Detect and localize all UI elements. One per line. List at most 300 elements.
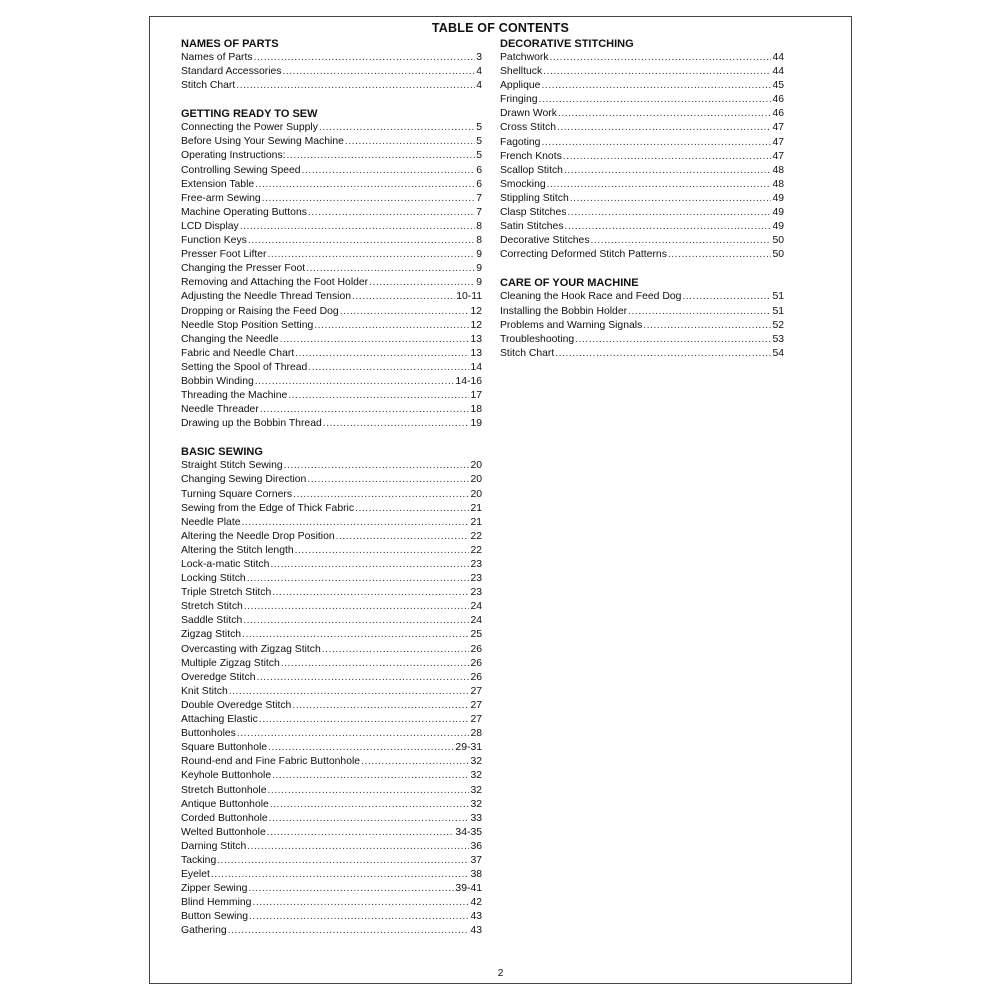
toc-entry-title: Button Sewing: [181, 911, 249, 923]
toc-entry: [181, 685, 482, 699]
dot-leader: [260, 403, 470, 417]
toc-entry: [181, 276, 482, 290]
toc-entry-title: Applique: [500, 80, 541, 92]
toc-entry-page: 7: [476, 206, 482, 218]
toc-entry-title: Correcting Deformed Stitch Patterns: [500, 249, 667, 261]
dot-leader: [267, 826, 455, 840]
toc-entry: [181, 262, 482, 276]
dot-leader: [255, 375, 455, 389]
toc-entry-title: Adjusting the Needle Thread Tension: [181, 291, 352, 303]
toc-entry-page: 20: [470, 460, 482, 472]
dot-leader: [283, 65, 476, 79]
toc-entry-title: Tacking: [181, 854, 217, 866]
toc-entry-title: Connecting the Power Supply: [181, 122, 318, 134]
dot-leader: [295, 347, 469, 361]
toc-entry-title: Sewing from the Edge of Thick Fabric: [181, 502, 355, 514]
toc-entry-page: 27: [470, 685, 482, 697]
toc-entry: [181, 713, 482, 727]
toc-entry-page: 47: [772, 136, 784, 148]
toc-entry-page: 37: [470, 854, 482, 866]
dot-leader: [355, 502, 469, 516]
toc-entry-title: Shelltuck: [500, 66, 543, 78]
dot-leader: [308, 206, 475, 220]
section-heading: DECORATIVE STITCHING: [500, 38, 634, 50]
dot-leader: [308, 361, 469, 375]
dot-leader: [591, 234, 772, 248]
toc-entry-title: Fringing: [500, 94, 538, 106]
toc-entry-page: 12: [470, 319, 482, 331]
dot-leader: [247, 572, 470, 586]
dot-leader: [254, 51, 476, 65]
toc-entry-page: 5: [476, 136, 482, 148]
toc-entry-title: Function Keys: [181, 235, 247, 247]
toc-entry-page: 9: [476, 263, 482, 275]
toc-entry-title: Needle Plate: [181, 516, 241, 528]
toc-entry-page: 4: [476, 80, 482, 92]
toc-entry: [181, 614, 482, 628]
toc-entry-page: 23: [470, 587, 482, 599]
toc-entry-page: 22: [470, 530, 482, 542]
toc-entry-page: 53: [772, 333, 784, 345]
dot-leader: [269, 812, 470, 826]
dot-leader: [243, 614, 469, 628]
dot-leader: [252, 896, 469, 910]
toc-entry-page: 29-31: [455, 742, 482, 754]
dot-leader: [280, 333, 470, 347]
toc-entry-page: 13: [470, 333, 482, 345]
toc-entry: [181, 347, 482, 361]
toc-entry-title: Presser Foot Lifter: [181, 249, 267, 261]
toc-entry-title: Eyelet: [181, 869, 210, 881]
dot-leader: [543, 65, 771, 79]
toc-entry: [181, 516, 482, 530]
toc-entry: [181, 135, 482, 149]
toc-entry: [181, 600, 482, 614]
toc-entry-page: 5: [476, 150, 482, 162]
toc-entry-page: 6: [476, 164, 482, 176]
toc-entry-title: Extension Table: [181, 178, 255, 190]
dot-leader: [302, 164, 476, 178]
toc-entry: [500, 206, 784, 220]
toc-entry: [181, 924, 482, 938]
toc-entry-title: Corded Buttonhole: [181, 812, 268, 824]
dot-leader: [558, 107, 771, 121]
toc-entry-title: Altering the Stitch length: [181, 544, 294, 556]
dot-leader: [270, 558, 469, 572]
dot-leader: [217, 854, 469, 868]
dot-leader: [281, 657, 470, 671]
toc-entry-page: 13: [470, 347, 482, 359]
toc-entry-title: Straight Stitch Sewing: [181, 460, 283, 472]
toc-entry-title: Saddle Stitch: [181, 615, 243, 627]
dot-leader: [247, 840, 469, 854]
toc-entry-title: Zipper Sewing: [181, 883, 248, 895]
dot-leader: [539, 93, 772, 107]
dot-leader: [570, 192, 772, 206]
dot-leader: [284, 459, 470, 473]
toc-entry: [181, 389, 482, 403]
toc-entry-page: 43: [470, 911, 482, 923]
toc-entry-title: Buttonholes: [181, 728, 236, 740]
toc-entry-page: 48: [772, 164, 784, 176]
toc-entry-title: Gathering: [181, 925, 227, 937]
dot-leader: [242, 628, 469, 642]
section-gap: [181, 431, 482, 445]
dot-leader: [229, 685, 470, 699]
dot-leader: [565, 220, 772, 234]
dot-leader: [306, 262, 475, 276]
dot-leader: [340, 305, 470, 319]
toc-entry-page: 52: [772, 319, 784, 331]
toc-entry-page: 44: [772, 66, 784, 78]
toc-entry: [181, 755, 482, 769]
toc-entry-page: 43: [470, 925, 482, 937]
dot-leader: [295, 544, 470, 558]
toc-entry: [181, 544, 482, 558]
toc-entry: [181, 699, 482, 713]
toc-entry: [181, 657, 482, 671]
toc-entry: [500, 178, 784, 192]
toc-entry-page: 50: [772, 235, 784, 247]
toc-entry-title: Controlling Sewing Speed: [181, 164, 301, 176]
toc-entry-page: 38: [470, 869, 482, 881]
toc-entry: [500, 333, 784, 347]
toc-entry-title: Changing Sewing Direction: [181, 474, 307, 486]
toc-entry: [500, 248, 784, 262]
toc-entry: [181, 51, 482, 65]
toc-entry-title: Darning Stitch: [181, 840, 247, 852]
toc-entry-title: Knit Stitch: [181, 685, 228, 697]
toc-entry-page: 45: [772, 80, 784, 92]
toc-entry-page: 17: [470, 390, 482, 402]
toc-entry-page: 14-16: [455, 375, 482, 387]
dot-leader: [288, 389, 469, 403]
dot-leader: [237, 727, 470, 741]
toc-entry: [181, 643, 482, 657]
toc-entry-title: Fagoting: [500, 136, 541, 148]
toc-entry-title: Round-end and Fine Fabric Buttonhole: [181, 756, 361, 768]
toc-entry-page: 5: [476, 122, 482, 134]
toc-entry-title: Standard Accessories: [181, 66, 282, 78]
toc-entry: [181, 530, 482, 544]
toc-entry-title: Setting the Spool of Thread: [181, 361, 308, 373]
dot-leader: [268, 741, 454, 755]
dot-leader: [541, 136, 771, 150]
toc-entry-title: Names of Parts: [181, 52, 253, 63]
toc-entry: [181, 671, 482, 685]
toc-entry-page: 9: [476, 249, 482, 261]
toc-entry-page: 20: [470, 488, 482, 500]
dot-leader: [272, 769, 469, 783]
toc-entry: [500, 164, 784, 178]
toc-entry-title: Changing the Presser Foot: [181, 263, 306, 275]
toc-entry-page: 39-41: [455, 883, 482, 895]
toc-entry-page: 28: [470, 728, 482, 740]
toc-entry-page: 32: [470, 756, 482, 768]
document-page: [149, 16, 852, 984]
toc-entry-title: Overcasting with Zigzag Stitch: [181, 643, 321, 655]
toc-entry-title: Needle Stop Position Setting: [181, 319, 314, 331]
dot-leader: [541, 79, 771, 93]
toc-entry-page: 24: [470, 601, 482, 613]
toc-entry-title: Removing and Attaching the Foot Holder: [181, 277, 369, 289]
toc-entry-title: Stretch Stitch: [181, 601, 243, 613]
toc-entry: [500, 290, 784, 304]
toc-entry: [181, 812, 482, 826]
section-heading: GETTING READY TO SEW: [181, 108, 318, 121]
toc-entry: [500, 347, 784, 361]
toc-entry-page: 14: [470, 361, 482, 373]
toc-entry: [181, 319, 482, 333]
toc-entry-title: Satin Stitches: [500, 221, 564, 233]
dot-leader: [307, 473, 469, 487]
toc-entry-title: Antique Buttonhole: [181, 798, 269, 810]
page-number: 2: [497, 968, 504, 979]
toc-entry: [500, 79, 784, 93]
toc-entry: [181, 248, 482, 262]
toc-entry: [181, 220, 482, 234]
toc-entry-page: 23: [470, 573, 482, 585]
toc-entry-page: 51: [772, 291, 784, 303]
section-heading: CARE OF YOUR MACHINE: [500, 277, 639, 290]
toc-entry-title: French Knots: [500, 150, 562, 162]
toc-left-column: [181, 37, 482, 939]
toc-entry-page: 21: [470, 516, 482, 528]
toc-entry-title: Stretch Buttonhole: [181, 784, 267, 796]
toc-entry-page: 6: [476, 178, 482, 190]
toc-entry: [181, 502, 482, 516]
toc-entry-page: 12: [470, 305, 482, 317]
dot-leader: [272, 586, 469, 600]
toc-entry-page: 51: [772, 305, 784, 317]
toc-entry: [181, 459, 482, 473]
toc-entry: [500, 319, 784, 333]
dot-leader: [292, 699, 469, 713]
dot-leader: [322, 643, 470, 657]
toc-entry-page: 49: [772, 221, 784, 233]
toc-entry-title: Stitch Chart: [181, 80, 236, 92]
toc-entry-page: 7: [476, 192, 482, 204]
toc-entry-title: Clasp Stitches: [500, 207, 567, 219]
toc-entry: [181, 840, 482, 854]
dot-leader: [361, 755, 469, 769]
toc-entry: [181, 305, 482, 319]
toc-entry-page: 49: [772, 207, 784, 219]
toc-entry-page: 26: [470, 671, 482, 683]
toc-entry: [500, 93, 784, 107]
toc-entry-title: Double Overedge Stitch: [181, 699, 292, 711]
toc-entry-page: 34-35: [455, 826, 482, 838]
toc-entry-page: 24: [470, 615, 482, 627]
toc-entry-title: Drawing up the Bobbin Thread: [181, 418, 322, 430]
toc-entry: [181, 727, 482, 741]
toc-entry: [181, 375, 482, 389]
section-heading: BASIC SEWING: [181, 446, 263, 459]
dot-leader: [240, 220, 475, 234]
dot-leader: [550, 51, 772, 65]
toc-entry: [500, 150, 784, 164]
toc-entry: [181, 79, 482, 93]
toc-entry-title: Before Using Your Sewing Machine: [181, 136, 344, 148]
dot-leader: [228, 924, 470, 938]
toc-entry-title: Lock-a-matic Stitch: [181, 559, 270, 570]
toc-entry: [181, 178, 482, 192]
dot-leader: [248, 882, 454, 896]
toc-entry-page: 46: [772, 108, 784, 120]
toc-entry-title: Blind Hemming: [181, 897, 252, 909]
toc-entry-page: 47: [772, 122, 784, 134]
section-gap: [181, 93, 482, 107]
dot-leader: [293, 488, 469, 502]
page-title: TABLE OF CONTENTS: [431, 21, 570, 35]
dot-leader: [262, 192, 476, 206]
toc-entry-title: Smocking: [500, 178, 546, 190]
dot-leader: [267, 248, 475, 262]
toc-entry: [181, 882, 482, 896]
toc-entry-title: Square Buttonhole: [181, 742, 268, 754]
toc-entry-title: Installing the Bobbin Holder: [500, 305, 628, 317]
toc-entry-title: Overedge Stitch: [181, 671, 256, 683]
dot-leader: [575, 333, 771, 347]
toc-entry-title: Locking Stitch: [181, 573, 246, 585]
toc-entry: [181, 192, 482, 206]
toc-entry: [181, 572, 482, 586]
toc-entry: [181, 121, 482, 135]
toc-entry: [181, 826, 482, 840]
dot-leader: [257, 671, 470, 685]
toc-entry-title: Keyhole Buttonhole: [181, 770, 272, 782]
toc-entry-title: Machine Operating Buttons: [181, 206, 307, 218]
toc-entry: [181, 628, 482, 642]
toc-entry: [181, 558, 482, 572]
toc-entry-title: Patchwork: [500, 52, 549, 63]
toc-entry-page: 19: [470, 418, 482, 430]
toc-entry: [500, 136, 784, 150]
toc-entry: [181, 896, 482, 910]
toc-right-column: [500, 37, 784, 361]
toc-entry-page: 49: [772, 192, 784, 204]
toc-entry-title: Multiple Zigzag Stitch: [181, 657, 280, 669]
toc-entry: [181, 206, 482, 220]
dot-leader: [682, 290, 771, 304]
dot-leader: [211, 868, 470, 882]
section-gap: [500, 262, 784, 276]
dot-leader: [369, 276, 475, 290]
toc-entry-page: 50: [772, 249, 784, 261]
dot-leader: [352, 290, 455, 304]
toc-entry-title: Stippling Stitch: [500, 192, 569, 204]
dot-leader: [314, 319, 469, 333]
toc-entry-page: 10-11: [456, 291, 482, 303]
dot-leader: [323, 417, 470, 431]
section-heading: NAMES OF PARTS: [181, 38, 279, 50]
toc-entry-page: 9: [476, 277, 482, 289]
dot-leader: [555, 347, 771, 361]
toc-entry: [181, 868, 482, 882]
toc-entry-page: 32: [470, 770, 482, 782]
toc-entry-title: Welted Buttonhole: [181, 826, 266, 838]
toc-entry: [181, 910, 482, 924]
dot-leader: [244, 600, 470, 614]
toc-entry: [181, 473, 482, 487]
toc-entry-title: Stitch Chart: [500, 347, 555, 359]
toc-entry: [181, 586, 482, 600]
dot-leader: [270, 798, 470, 812]
dot-leader: [242, 516, 470, 530]
dot-leader: [249, 910, 469, 924]
toc-entry-title: Problems and Warning Signals: [500, 319, 643, 331]
toc-entry-title: Zigzag Stitch: [181, 629, 242, 641]
dot-leader: [345, 135, 475, 149]
toc-entry-page: 22: [470, 544, 482, 556]
toc-entry-page: 44: [772, 52, 784, 63]
toc-entry: [181, 234, 482, 248]
toc-entry-page: 47: [772, 150, 784, 162]
toc-entry-title: Altering the Needle Drop Position: [181, 530, 335, 542]
toc-entry-page: 18: [470, 404, 482, 416]
toc-entry-title: Cross Stitch: [500, 122, 557, 134]
toc-entry-page: 42: [470, 897, 482, 909]
dot-leader: [668, 248, 772, 262]
toc-entry: [500, 107, 784, 121]
toc-entry-page: 27: [470, 714, 482, 726]
toc-entry-title: Threading the Machine: [181, 390, 288, 402]
toc-entry-title: Changing the Needle: [181, 333, 279, 345]
toc-entry: [181, 769, 482, 783]
dot-leader: [336, 530, 470, 544]
dot-leader: [563, 150, 772, 164]
toc-entry: [181, 361, 482, 375]
toc-entry-title: Decorative Stitches: [500, 235, 590, 247]
toc-entry: [181, 798, 482, 812]
toc-entry-page: 26: [470, 643, 482, 655]
toc-entry-page: 32: [470, 784, 482, 796]
toc-entry-page: 21: [470, 502, 482, 514]
toc-entry: [500, 51, 784, 65]
toc-entry-page: 54: [772, 347, 784, 359]
toc-entry: [181, 854, 482, 868]
toc-entry-title: Dropping or Raising the Feed Dog: [181, 305, 339, 317]
toc-entry-page: 3: [476, 52, 482, 63]
dot-leader: [248, 234, 475, 248]
toc-entry-page: 46: [772, 94, 784, 106]
toc-entry-title: Triple Stretch Stitch: [181, 587, 272, 599]
toc-entry: [181, 784, 482, 798]
toc-entry: [181, 333, 482, 347]
dot-leader: [236, 79, 475, 93]
dot-leader: [564, 164, 771, 178]
toc-entry: [181, 417, 482, 431]
toc-entry-title: Free-arm Sewing: [181, 192, 261, 204]
toc-entry-page: 20: [470, 474, 482, 486]
toc-entry-title: Bobbin Winding: [181, 375, 254, 387]
toc-entry: [181, 290, 482, 304]
toc-entry-title: Turning Square Corners: [181, 488, 293, 500]
toc-entry-title: LCD Display: [181, 220, 239, 232]
dot-leader: [557, 121, 771, 135]
toc-entry-title: Cleaning the Hook Race and Feed Dog: [500, 291, 682, 303]
dot-leader: [259, 713, 470, 727]
toc-entry-title: Needle Threader: [181, 404, 259, 416]
dot-leader: [255, 178, 475, 192]
toc-entry-page: 4: [476, 66, 482, 78]
dot-leader: [567, 206, 771, 220]
toc-entry-title: Fabric and Needle Chart: [181, 347, 295, 359]
toc-entry-title: Attaching Elastic: [181, 714, 258, 726]
toc-entry-title: Troubleshooting: [500, 333, 575, 345]
toc-entry-page: 48: [772, 178, 784, 190]
toc-entry: [500, 234, 784, 248]
